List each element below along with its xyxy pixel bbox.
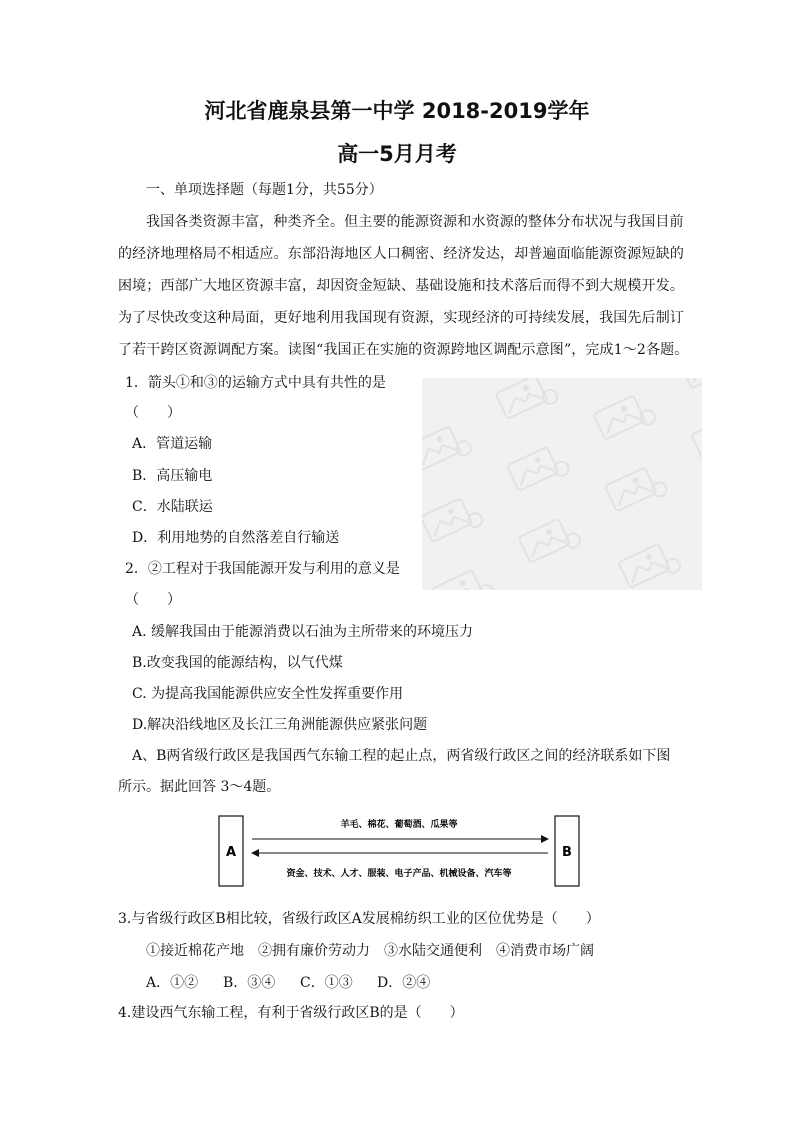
question-2-option-a: A. 缓解我国由于能源消费以石油为主所带来的环境压力: [132, 624, 474, 640]
intro-line: 的经济地理格局不相适应。东部沿海地区人口稠密、经济发达，却普遍面临能源资源短缺的: [118, 246, 684, 262]
box-b-label: B: [562, 845, 572, 860]
intro2-line: 所示。据此回答 3～4题。: [118, 779, 281, 795]
question-1-paren: （ ）: [125, 405, 181, 421]
box-a-label: A: [225, 845, 237, 860]
question-2-option-b: B.改变我国的能源结构，以气代煤: [132, 655, 343, 671]
arrow-top-label: 羊毛、棉花、葡萄酒、瓜果等: [340, 820, 458, 830]
question-3-option-a: A．①②: [146, 975, 199, 991]
question-2-stem: 2．②工程对于我国能源开发与利用的意义是: [125, 561, 400, 577]
document-title: 河北省鹿泉县第一中学 2018-2019学年: [204, 99, 590, 123]
question-2-option-d: D.解决沿线地区及长江三角洲能源供应紧张问题: [132, 717, 428, 733]
intro-line: 为了尽快改变这种局面，更好地利用我国现有资源，实现经济的可持续发展，我国先后制订: [118, 310, 684, 326]
economic-link-diagram: [218, 815, 580, 889]
question-1-option-c: C．水陆联运: [132, 499, 213, 515]
question-3-option-c: C．①③: [300, 975, 353, 991]
intro2-line: A、B两省级行政区是我国西气东输工程的起止点，两省级行政区之间的经济联系如下图: [132, 748, 671, 764]
question-1-option-a: A．管道运输: [132, 436, 213, 452]
intro-line: 困境；西部广大地区资源丰富，却因资金短缺、基础设施和技术落后而得不到大规模开发。: [118, 278, 684, 294]
question-3-choices: ①接近棉花产地 ②拥有廉价劳动力 ③水陆交通便利 ④消费市场广阔: [146, 943, 594, 959]
document-subtitle: 高一5月月考: [337, 142, 457, 166]
question-1-option-b: B．高压输电: [132, 468, 213, 484]
question-2-paren: （ ）: [125, 592, 181, 608]
question-3-option-b: B．③④: [223, 975, 276, 991]
image-placeholder: [422, 378, 702, 590]
question-1-option-d: D．利用地势的自然落差自行输送: [132, 530, 340, 546]
question-1-stem: 1．箭头①和③的运输方式中具有共性的是: [125, 375, 386, 391]
intro-line: 我国各类资源丰富，种类齐全。但主要的能源资源和水资源的整体分布状况与我国目前: [146, 214, 684, 230]
question-4-stem: 4.建设西气东输工程，有利于省级行政区B的是（ ）: [118, 1005, 464, 1021]
question-3-option-d: D．②④: [377, 975, 431, 991]
arrow-bottom-label: 资金、技术、人才、服装、电子产品、机械设备、汽车等: [286, 869, 512, 879]
image-placeholder-icon: [422, 378, 702, 590]
intro-line: 了若干跨区资源调配方案。读图“我国正在实施的资源跨地区调配示意图”，完成1～2各题。: [118, 342, 689, 358]
question-2-option-c: C. 为提高我国能源供应安全性发挥重要作用: [132, 686, 404, 702]
section-heading: 一、单项选择题（每题1分，共55分）: [146, 182, 383, 198]
question-3-stem: 3.与省级行政区B相比较，省级行政区A发展棉纺织工业的区位优势是（ ）: [118, 911, 600, 927]
